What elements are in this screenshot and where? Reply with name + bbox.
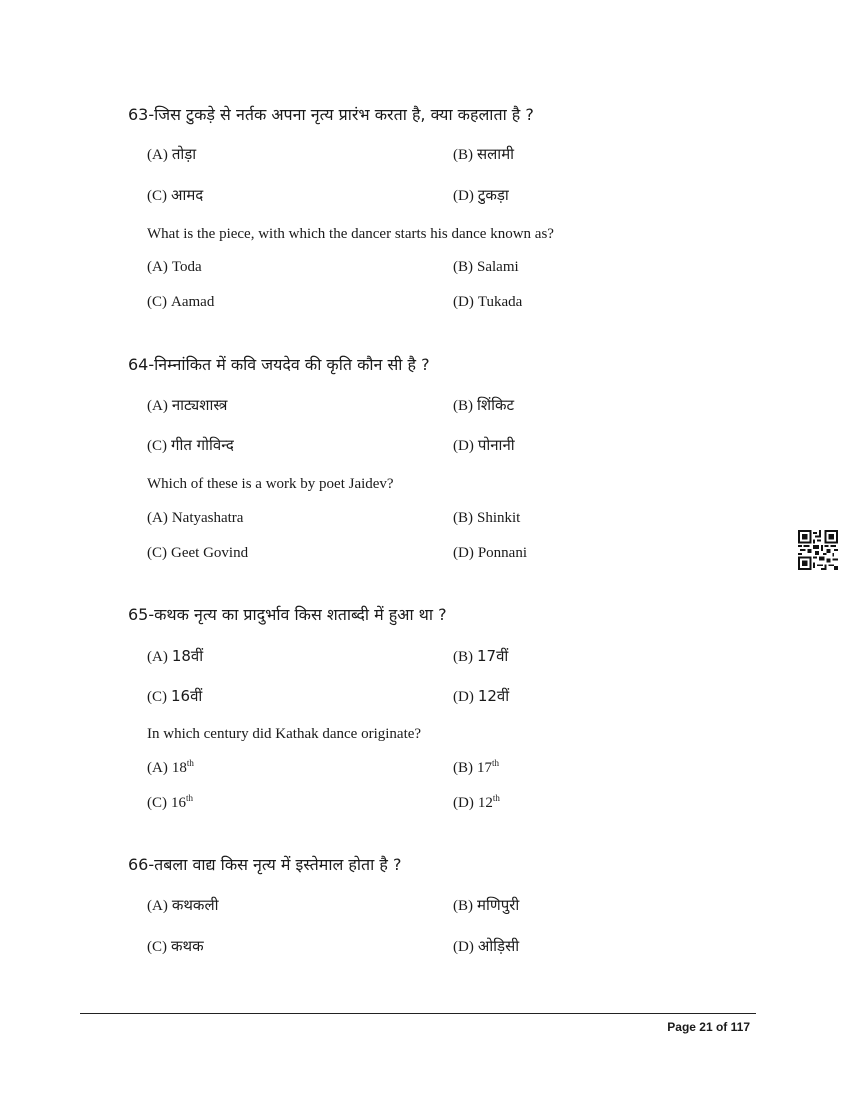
option-b-hindi: (B) सलामी [453,145,515,163]
option-a-hindi: (A) तोड़ा [147,145,197,163]
option-b-hindi: (B) 17वीं [453,647,509,665]
option-c-english: (C) Geet Govind [147,545,249,561]
option-d-english: (D) Tukada [453,294,523,310]
option-c-hindi: (C) गीत गोविन्द [147,436,234,454]
option-a-english: (A) Toda [147,259,202,275]
question-english: What is the piece, with which the dancer starts his dance known as? [147,226,554,242]
option-d-hindi: (D) ओड़िसी [453,937,520,955]
option-c-english: (C) Aamad [147,294,215,310]
question-hindi: 65-कथक नृत्य का प्रादुर्भाव किस शताब्दी में हुआ था ? [128,605,447,624]
page-number: Page 21 of 117 [667,1020,750,1034]
option-d-english: (D) Ponnani [453,545,527,561]
option-a-english: (A) 18th [147,758,194,776]
option-a-hindi: (A) कथकली [147,896,219,914]
option-d-hindi: (D) पोनानी [453,436,515,454]
option-a-hindi: (A) नाट्यशास्त्र [147,396,228,414]
option-c-hindi: (C) आमद [147,186,204,204]
option-c-english: (C) 16th [147,793,194,811]
option-c-hindi: (C) कथक [147,937,204,955]
question-english: In which century did Kathak dance originate? [147,726,422,742]
footer-rule [80,1013,756,1014]
option-b-english: (B) Shinkit [453,510,521,526]
question-english: Which of these is a work by poet Jaidev? [147,476,394,492]
option-c-hindi: (C) 16वीं [147,687,203,705]
question-hindi: 64-निम्नांकित में कवि जयदेव की कृति कौन सी है ? [128,355,430,374]
option-b-english: (B) Salami [453,259,519,275]
option-b-english: (B) 17th [453,758,500,776]
option-b-hindi: (B) शिंकिट [453,396,515,414]
question-hindi: 66-तबला वाद्य किस नृत्य में इस्तेमाल होता है ? [128,855,402,874]
question-hindi: 63-जिस टुकड़े से नर्तक अपना नृत्य प्रारंभ करता है, क्या कहलाता है ? [128,105,534,124]
option-a-hindi: (A) 18वीं [147,647,204,665]
option-d-hindi: (D) 12वीं [453,687,510,705]
qr-code-icon [798,530,838,570]
option-a-english: (A) Natyashatra [147,510,244,526]
option-b-hindi: (B) मणिपुरी [453,896,520,914]
option-d-english: (D) 12th [453,793,500,811]
option-d-hindi: (D) टुकड़ा [453,186,509,204]
